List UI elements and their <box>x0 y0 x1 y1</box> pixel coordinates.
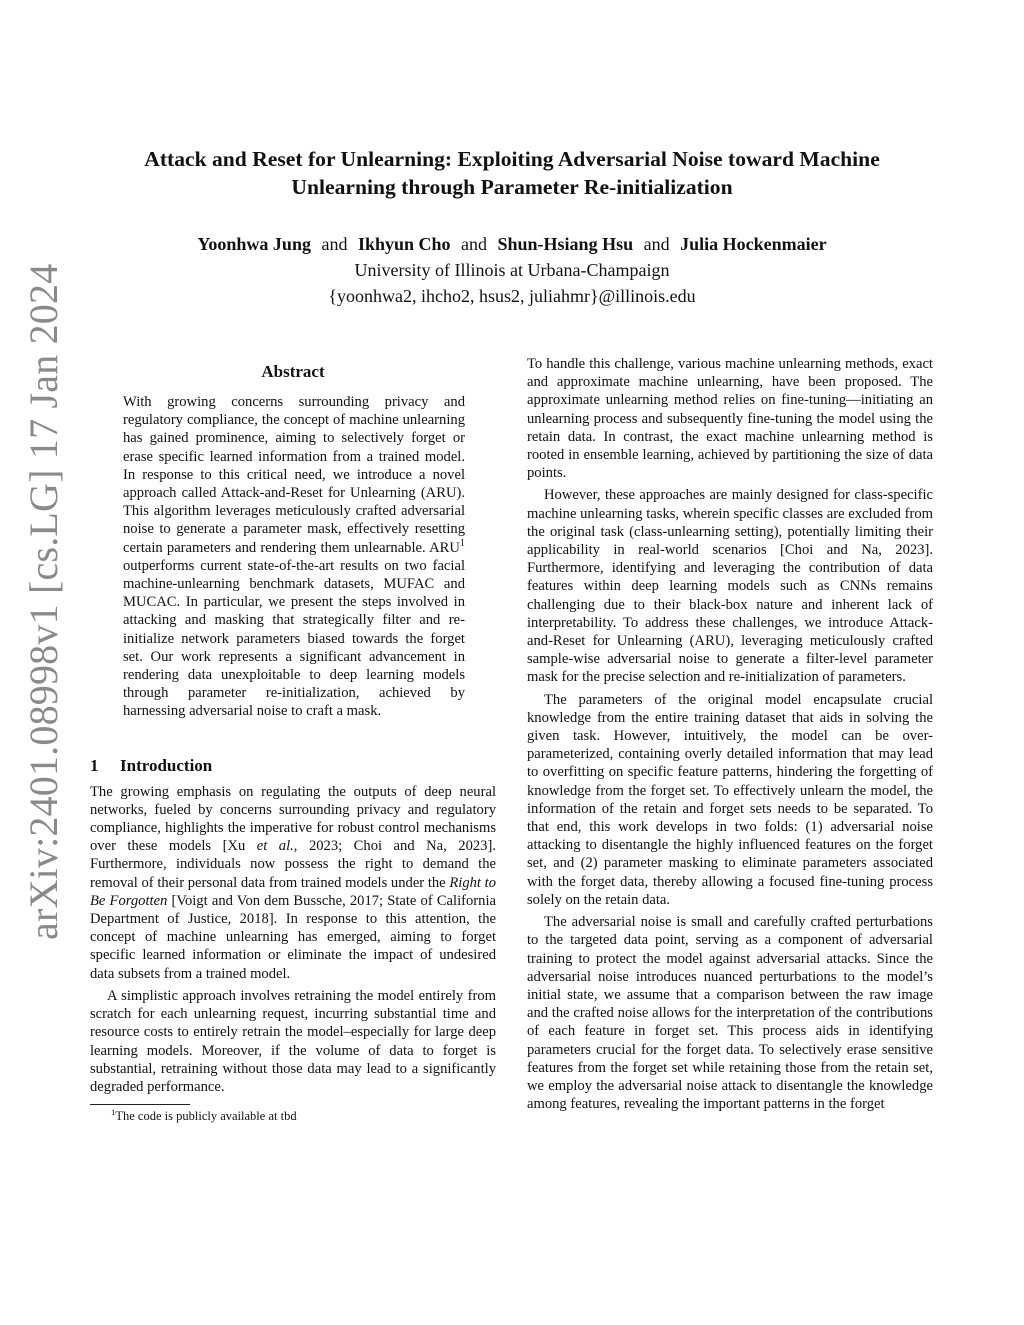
introduction-heading <box>90 755 496 777</box>
footnote-mark: 1 <box>459 537 465 549</box>
right-paragraph-1: To handle this challenge, various machine unlearning methods, exact and approximate machine unlearning, have been proposed. The approximate unlearning method relies on fine-tuning—initiating an unlearning process and subsequently fine-tuning the model using the retain data. In contrast, the exact machine unlearning method is rooted in ensemble learning, achieved by partitioning the size of data points. <box>527 356 933 482</box>
intro-paragraph-1 <box>90 783 496 983</box>
author-separator: and <box>461 234 488 254</box>
intro-p1-rtbf: Right to Be Forgotten <box>90 874 496 909</box>
intro-p1-etal: et al. <box>256 838 294 855</box>
intro-p1-text: The growing emphasis on regulating the outputs of deep neural networks, fueled by concerns surrounding privacy and regulatory compliance, highlights the imperative for robust control mechanisms over these models [Xu <box>90 783 496 855</box>
author-list <box>70 231 954 257</box>
affiliation: University of Illinois at Urbana-Champaign <box>354 260 670 280</box>
section-number: 1 <box>90 755 99 775</box>
left-column <box>90 360 496 1124</box>
intro-p1-text: [Voigt and Von dem Bussche, 2017; State of California Department of Justice, 2018]. In response to this attention, the concept of machine unlearning has emerged, aiming to forget specific learned information or eliminate the impact of undesired data subsets from a trained model. <box>90 892 496 982</box>
section-title: Introduction <box>120 755 213 775</box>
author-separator: and <box>643 234 670 254</box>
intro-p1-text: , 2023; Choi and Na, 2023]. Furthermore, individuals now possess the right to demand the removal of their personal data from trained models under the <box>90 838 496 891</box>
author-name: Julia Hockenmaier <box>680 234 827 254</box>
title-line-1: Attack and Reset for Unlearning: Exploiting Adversarial Noise toward Machine <box>144 147 880 171</box>
footnote-text: The code is publicly available at tbd <box>115 1109 297 1124</box>
abstract-text-part-1: With growing concerns surrounding privacy and regulatory compliance, the concept of machine unlearning has gained prominence, aiming to selectively forget or erase specific learned information from a trained model. In response to this critical need, we introduce a novel approach called Attack-and-Reset for Unlearning (ARU). This algorithm leverages meticulously crafted adversarial noise to generate a parameter mask, effectively resetting certain parameters and rendering them unlearnable. ARU <box>123 394 465 556</box>
author-name: Yoonhwa Jung <box>197 234 311 254</box>
right-paragraph-2: However, these approaches are mainly designed for class-specific machine unlearning tasks, wherein specific classes are excluded from the original task (class-unlearning setting), potentially limiting their applicability in real-world scenarios [Choi and Na, 2023]. Furthermore, identifying and leveraging the contribution of data features within deep learning models such as CNNs remains challenging due to their black-box nature and inherent lack of interpretability. To address these challenges, we introduce Attack-and-Reset for Unlearning (ARU), leveraging meticulously crafted sample-wise adversarial noise to generate a filter-level parameter mask for the precise selection and re-initialization of parameters. <box>527 487 933 686</box>
abstract-body <box>123 393 465 721</box>
abstract-heading: Abstract <box>261 362 325 381</box>
arxiv-identifier: arXiv:2401.08998v1 [cs.LG] 17 Jan 2024 <box>21 263 66 940</box>
author-separator: and <box>321 234 348 254</box>
footnote-number: 1 <box>111 1106 116 1117</box>
footnote <box>90 1108 496 1124</box>
author-name: Ikhyun Cho <box>357 234 451 254</box>
right-paragraph-4: The adversarial noise is small and carefully crafted perturbations to the targeted data point, serving as a component of adversarial training to protect the model against adversarial attacks. Since the adversarial noise introduces nuanced perturbations to the model’s initial state, we assume that a comparison between the raw image and the crafted noise allows for the interpretation of the contributions of each feature in forget set. This process aids in identifying parameters crucial for the forget data. To selectively erase sensitive features from the forget set while retaining those from the retain set, we employ the adversarial noise attack to disentangle the knowledge among features, revealing the important patterns in the forget <box>527 914 933 1113</box>
footnote-divider <box>90 1104 190 1105</box>
author-emails: {yoonhwa2, ihcho2, hsus2, juliahmr}@illinois.edu <box>328 286 696 306</box>
right-column <box>527 355 933 1113</box>
right-paragraph-3: The parameters of the original model encapsulate crucial knowledge from the entire training dataset that aids in solving the given task. However, intuitively, the model can be over-parameterized, containing overly detailed information that may lead to overfitting on specific feature patterns, hindering the forgetting of knowledge from the forget set. To effectively unlearn the model, the information of the retain and forget sets needs to be separated. To that end, this work develops in two folds: (1) adversarial noise attacking to disentangle the highly influenced features on the forget set, and (2) parameter masking to eliminate parameters associated with the forget data, thereby allowing a focused fine-tuning process solely on the retain data. <box>527 691 933 908</box>
paper-title <box>70 145 954 201</box>
author-name: Shun-Hsiang Hsu <box>497 234 634 254</box>
intro-paragraph-2: A simplistic approach involves retraining the model entirely from scratch for each unlearning request, incurring substantial time and resource costs to entirely retrain the model–especially for large deep learning models. Moreover, if the volume of data to forget is substantial, retraining without those data may lead to a significantly degraded performance. <box>90 987 496 1095</box>
abstract-text-part-2: outperforms current state-of-the-art results on two facial machine-unlearning benchmark datasets, MUFAC and MUCAC. In particular, we present the steps involved in attacking and masking that strategically filter and re-initialize network parameters biased towards the forget set. Our work represents a significant advancement in rendering data unexploitable to deep learning models through parameter re-initialization, achieved by harnessing adversarial noise to craft a mask. <box>123 557 465 720</box>
title-line-2: Unlearning through Parameter Re-initialization <box>291 175 733 199</box>
